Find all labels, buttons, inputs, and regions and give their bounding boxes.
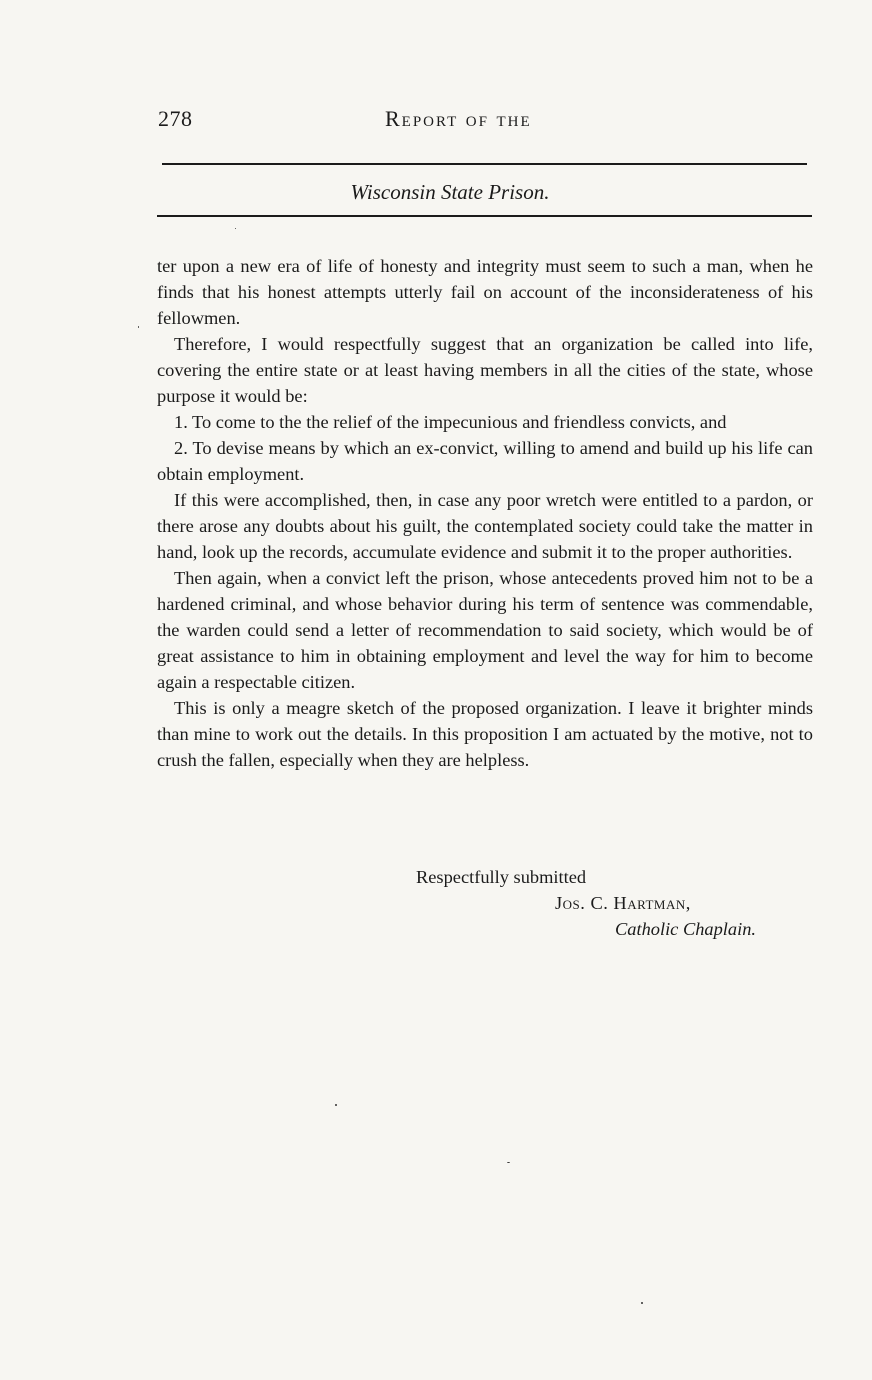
top-rule xyxy=(162,163,807,165)
section-title: Wisconsin State Prison. xyxy=(350,180,550,204)
print-speck xyxy=(335,1104,337,1106)
paragraph: If this were accomplished, then, in case any poor wretch were entitled to a pardon, or there arose any doubts about his guilt, the contemplated society could take the matter in hand, look up the records, accumulate evidence and submit it to the proper authorities. xyxy=(157,490,813,562)
signature-closing: Respectfully submitted xyxy=(416,867,587,887)
paragraph: Therefore, I would respectfully suggest that an organization be called into life, covering the entire state or at least having members in all the cities of the state, whose purpose it would be: xyxy=(157,334,813,406)
print-speck xyxy=(641,1302,643,1304)
print-speck xyxy=(138,326,139,328)
signature-title: Catholic Chaplain. xyxy=(615,919,757,939)
list-item: 1. To come to the the relief of the impecunious and friendless convicts, and xyxy=(174,412,727,432)
paragraph-continuation: ter upon a new era of life of honesty and integrity must seem to such a man, when he finds that his honest attempts utterly fail on account of the inconsiderateness of his fellowmen. xyxy=(157,256,813,328)
paragraph: This is only a meagre sketch of the proposed organization. I leave it brighter minds than mine to work out the details. In this proposition I am actuated by the motive, not to crush the fallen, especially when they are helpless. xyxy=(157,698,813,770)
body-text xyxy=(157,253,813,773)
print-speck xyxy=(235,228,236,229)
page-number: 278 xyxy=(158,106,193,131)
bottom-rule xyxy=(157,215,812,217)
signature-name: Jos. C. Hartman, xyxy=(555,893,691,913)
print-speck xyxy=(507,1162,510,1163)
paragraph: Then again, when a convict left the prison, whose antecedents proved him not to be a hardened criminal, and whose behavior during his term of sentence was commendable, the warden could send a letter of recommendation to said society, which would be of great assistance to him in obtaining employment and level the way for him to become again a respectable citizen. xyxy=(157,568,813,692)
running-head: Report of the xyxy=(385,106,532,131)
list-item: 2. To devise means by which an ex-convict, willing to amend and build up his life can obtain employment. xyxy=(157,438,813,484)
